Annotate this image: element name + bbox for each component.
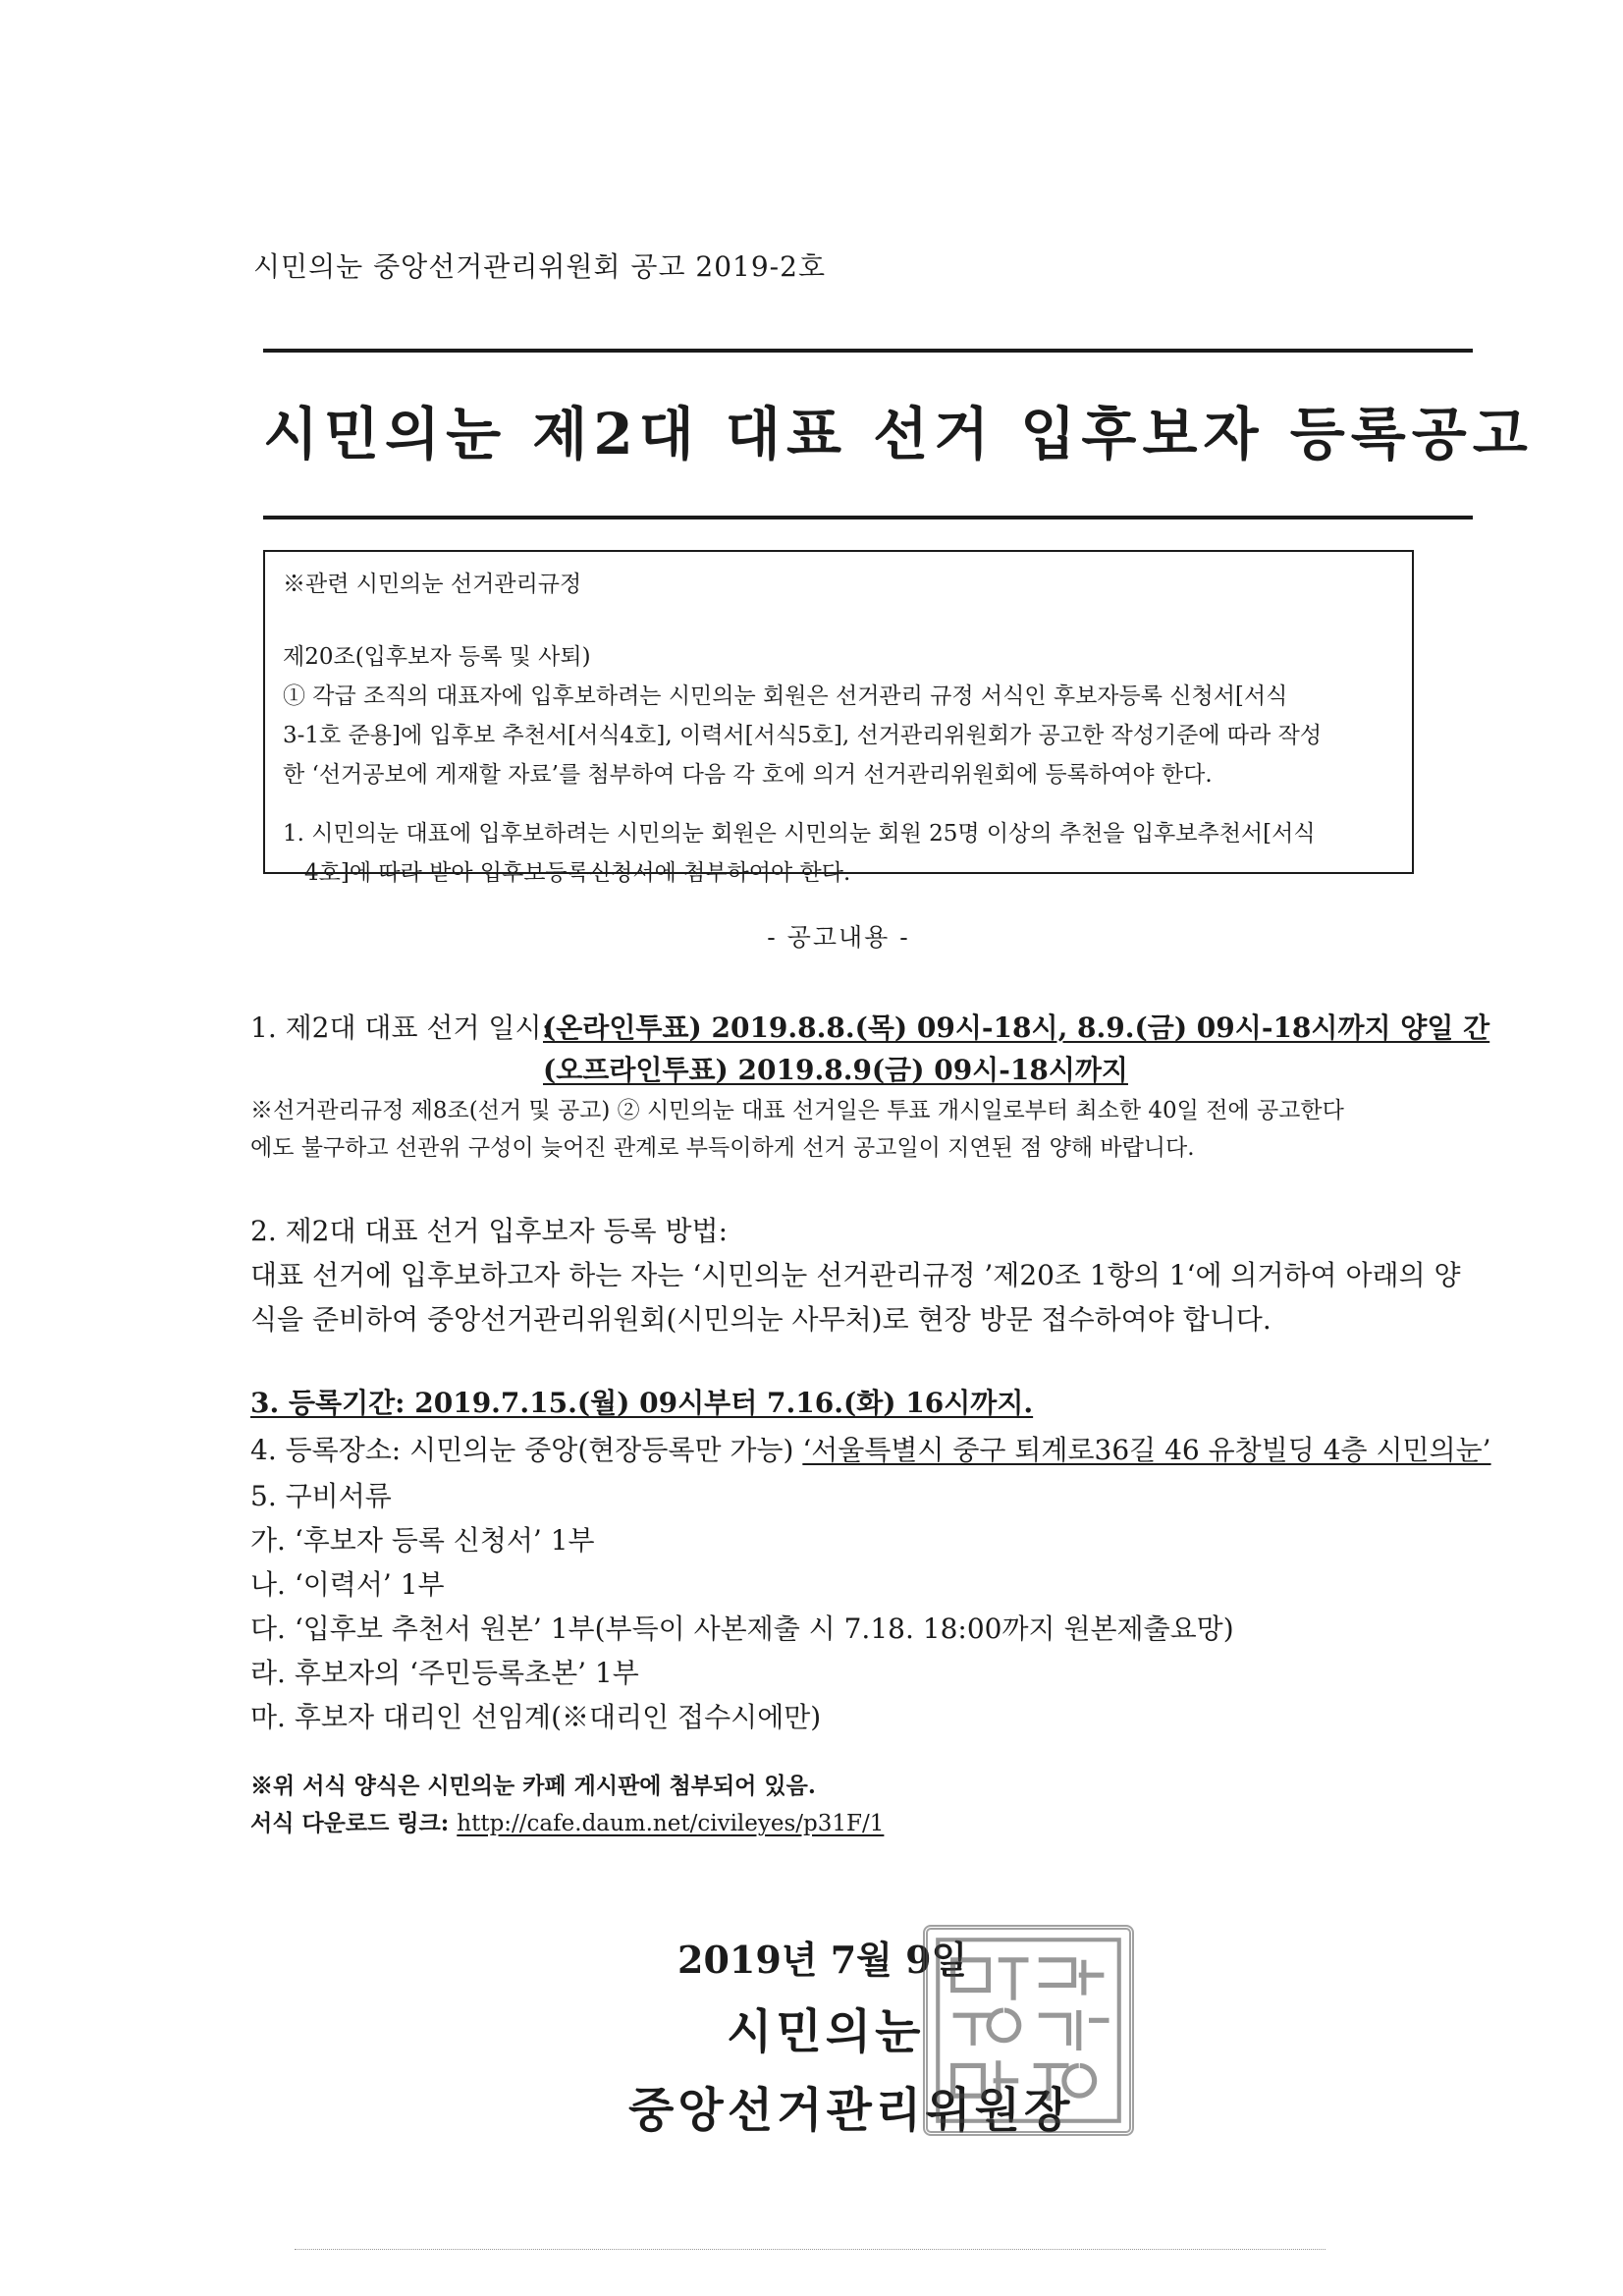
item2-text: 대표 선거에 입후보하고자 하는 자는 ‘시민의눈 선거관리규정 ’제20조 1항의 1‘에 의거하여 아래의 양 xyxy=(250,1259,1461,1291)
item2-label: 2. 제2대 대표 선거 입후보자 등록 방법: xyxy=(250,1215,729,1247)
registration-address: ‘서울특별시 중구 퇴계로36길 46 유창빌딩 4층 시민의눈’ xyxy=(802,1434,1491,1466)
download-label: 서식 다운로드 링크: xyxy=(250,1810,458,1836)
top-divider xyxy=(263,349,1473,353)
item1-note: 에도 불구하고 선관위 구성이 늦어진 관계로 부득이하게 선거 공고일이 지연된 점 양해 바랍니다. xyxy=(250,1135,1195,1161)
item2-text: 식을 준비하여 중앙선거관리위원회(시민의눈 사무처)로 현장 방문 접수하여야 합니다. xyxy=(250,1303,1271,1336)
required-doc-item: 마. 후보자 대리인 선임계(※대리인 접수시에만) xyxy=(250,1701,822,1733)
item1-online-schedule: (온라인투표) 2019.8.8.(목) 09시-18시, 8.9.(금) 09시-18시까지 양일 간 xyxy=(543,1011,1490,1044)
required-doc-item: 다. ‘입후보 추천서 원본’ 1부(부득이 사본제출 시 7.18. 18:00까지 원본제출요망) xyxy=(250,1613,1234,1645)
attachment-note: ※위 서식 양식은 시민의눈 카페 게시판에 첨부되어 있음. xyxy=(250,1773,816,1799)
regulation-box xyxy=(263,550,1414,886)
regulation-article: 제20조(입후보자 등록 및 사퇴) xyxy=(283,644,591,670)
required-doc-item: 나. ‘이력서’ 1부 xyxy=(250,1568,445,1601)
item1-offline-schedule: (오프라인투표) 2019.8.9(금) 09시-18시까지 xyxy=(543,1054,1128,1086)
signature-chair: 중앙선거관리위원장 xyxy=(628,2083,1074,2138)
item1-note: ※선거관리규정 제8조(선거 및 공고) ② 시민의눈 대표 선거일은 투표 개시일로부터 최소한 40일 전에 공고한다 xyxy=(250,1098,1344,1123)
download-link[interactable]: http://cafe.daum.net/civileyes/p31F/1 xyxy=(457,1811,885,1836)
regulation-paragraph-line: 3-1호 준용]에 입후보 추천서[서식4호], 이력서[서식5호], 선거관리위원회가 공고한 작성기준에 따라 작성 xyxy=(283,723,1323,748)
required-doc-item: 가. ‘후보자 등록 신청서’ 1부 xyxy=(250,1524,595,1557)
page-title: 시민의눈 제2대 대표 선거 입후보자 등록공고 xyxy=(263,401,1534,467)
seal-icon xyxy=(928,1930,1129,2131)
registration-place-label: 4. 등록장소: 시민의눈 중앙(현장등록만 가능) xyxy=(250,1434,803,1466)
regulation-heading: ※관련 시민의눈 선거관리규정 xyxy=(283,572,582,597)
footer-divider xyxy=(295,2249,1325,2251)
regulation-paragraph-line: 한 ‘선거공보에 게재할 자료’를 첨부하여 다음 각 호에 의거 선거관리위원회에 등록하여야 한다. xyxy=(283,762,1213,788)
official-seal-stamp xyxy=(923,1925,1134,2136)
regulation-paragraph-line: ① 각급 조직의 대표자에 입후보하려는 시민의눈 회원은 선거관리 규정 서식인 후보자등록 신청서[서식 xyxy=(283,683,1288,709)
regulation-item-line: 1. 시민의눈 대표에 입후보하려는 시민의눈 회원은 시민의눈 회원 25명 이상의 추천을 입후보추천서[서식 xyxy=(283,821,1316,847)
bottom-divider xyxy=(263,516,1473,519)
item1-label: 1. 제2대 대표 선거 일시: xyxy=(250,1011,551,1044)
notice-number: 시민의눈 중앙선거관리위원회 공고 2019-2호 xyxy=(253,250,827,283)
section-title: - 공고내용 - xyxy=(767,923,910,952)
registration-place xyxy=(250,1429,1491,1468)
download-line xyxy=(250,1805,884,1837)
signature-date: 2019년 7월 9일 xyxy=(677,1938,968,1982)
required-docs-label: 5. 구비서류 xyxy=(250,1480,392,1512)
required-doc-item: 라. 후보자의 ‘주민등록초본’ 1부 xyxy=(250,1657,639,1689)
regulation-item-line: 4호]에 따라 받아 입후보등록신청서에 첨부하여야 한다. xyxy=(304,860,851,886)
signature-org: 시민의눈 xyxy=(727,2004,925,2059)
registration-period: 3. 등록기간: 2019.7.15.(월) 09시부터 7.16.(화) 16시까지. xyxy=(250,1387,1034,1419)
